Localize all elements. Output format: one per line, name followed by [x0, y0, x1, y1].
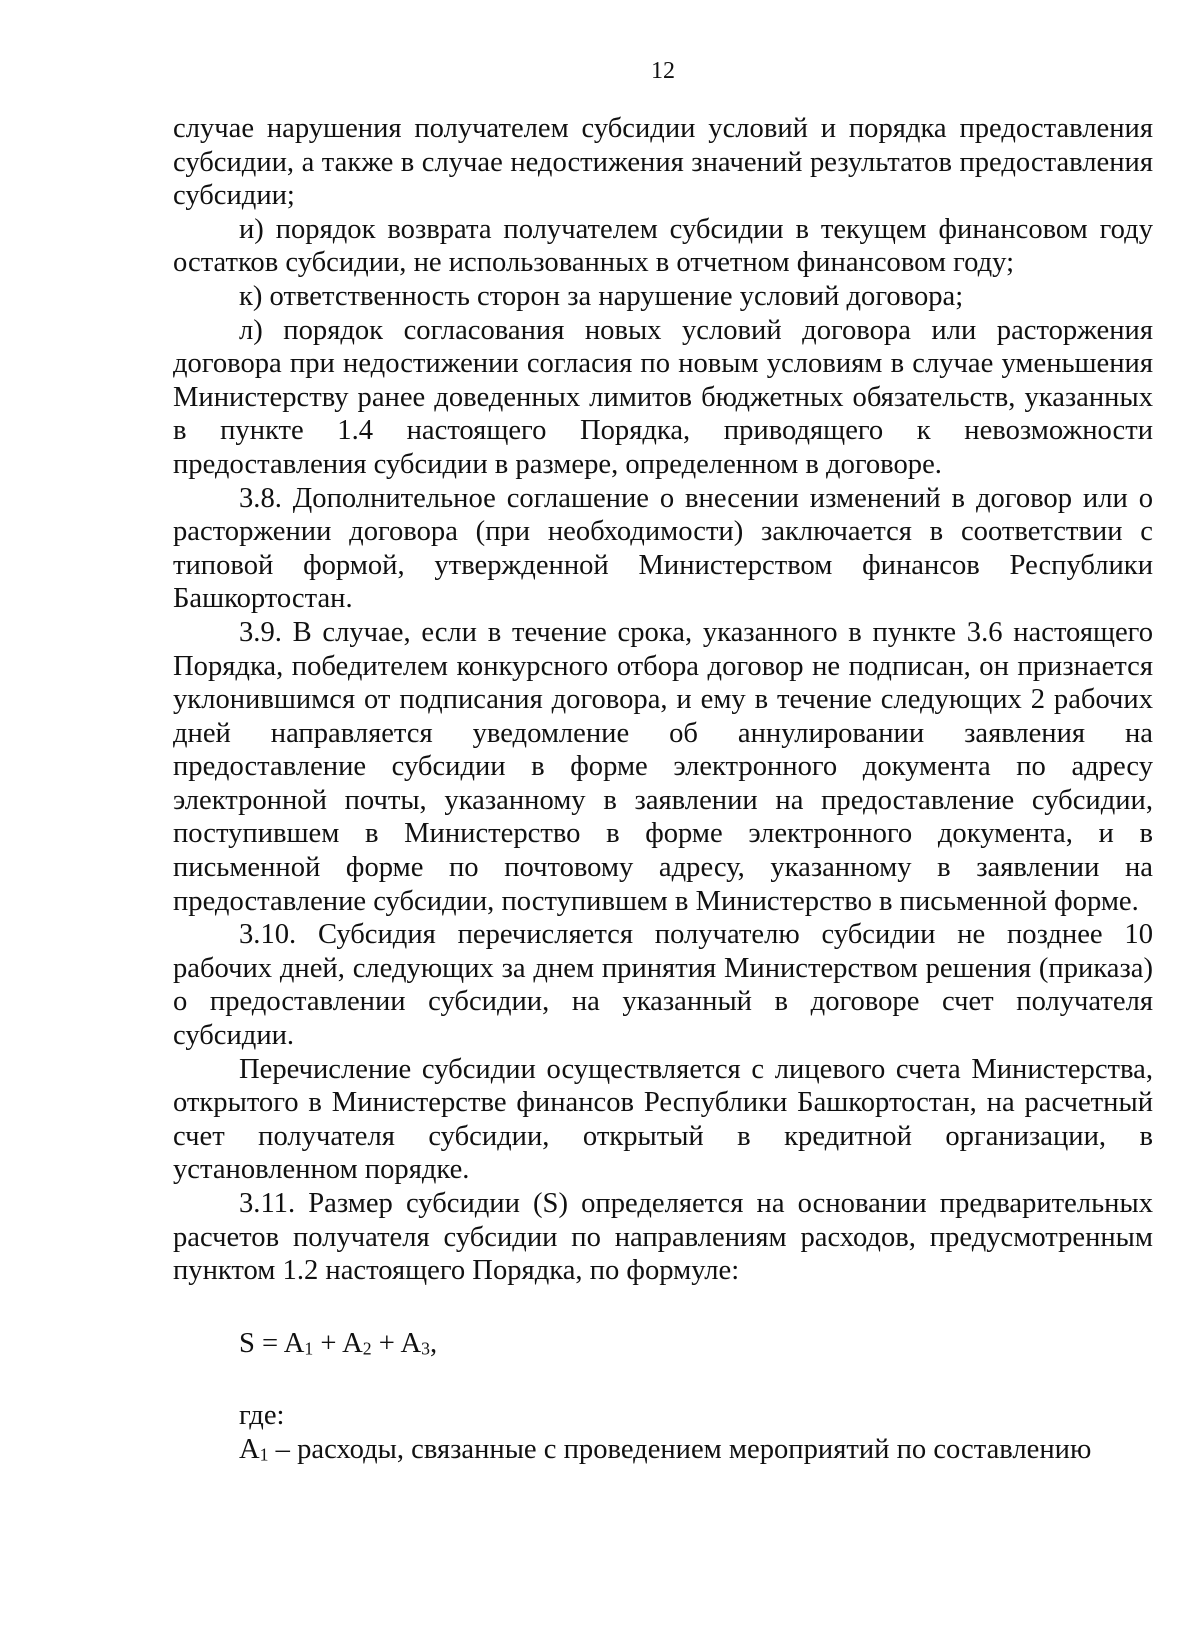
formula-plus-2: + A: [371, 1327, 422, 1359]
formula-tail: ,: [429, 1327, 438, 1359]
paragraph-item-k: к) ответственность сторон за нарушение условий договора;: [239, 280, 964, 312]
where-label: где:: [239, 1400, 285, 1432]
paragraph-3-11: 3.11. Размер субсидии (S) определяется на основании предварительных расчетов получателя субсидии по направлениям расходов, предусмотренным пунктом 1.2 настоящего Порядка, по формуле:: [173, 1188, 1153, 1287]
formula-sub-2: 2: [362, 1338, 372, 1359]
paragraph-3-8: 3.8. Дополнительное соглашение о внесении изменений в договор или о расторжении договора (при необходимости) заключается в соответствии с типовой формой, утвержденной Министерством финансов Республики Башкортостан.: [173, 482, 1153, 615]
definition-symbol: A: [239, 1433, 260, 1465]
paragraph-item-i: и) порядок возврата получателем субсидии в текущем финансовом году остатков субсидии, не использованных в отчетном финансовом году;: [173, 213, 1153, 279]
formula-sub-1: 1: [304, 1338, 314, 1359]
definition-sub: 1: [259, 1444, 269, 1465]
formula-lhs: S = A: [239, 1327, 305, 1359]
paragraph-transfer: Перечисление субсидии осуществляется с лицевого счета Министерства, открытого в Министерстве финансов Республики Башкортостан, на расчетный счет получателя субсидии, открытый в кредитной организации, в установленном порядке.: [173, 1053, 1153, 1186]
formula-plus-1: + A: [313, 1327, 363, 1359]
paragraph-item-l: л) порядок согласования новых условий договора или расторжения договора при недостижении согласия по новым условиям в случае уменьшения Министерству ранее доведенных лимитов бюджетных обязательств, указанных в пункте 1.4 настоящего Порядка, приводящего к невозможности предоставления субсидии в размере, определенном в договоре.: [173, 314, 1153, 480]
page-number: 12: [651, 58, 675, 84]
definition-text: – расходы, связанные с проведением мероприятий по составлению: [268, 1433, 1092, 1465]
definition-a1: [173, 1433, 1153, 1467]
paragraph-3-9: 3.9. В случае, если в течение срока, указанного в пункте 3.6 настоящего Порядка, победителем конкурсного отбора договор не подписан, он признается уклонившимся от подписания договора, и ему в течение следующих 2 рабочих дней направляется уведомление об аннулировании заявления на предоставление субсидии в форме электронного документа по адресу электронной почты, указанному в заявлении на предоставление субсидии, поступившем в Министерство в форме электронного документа, и в письменной форме по почтовому адресу, указанному в заявлении на предоставление субсидии, поступившем в Министерство в письменной форме.: [173, 616, 1153, 917]
document-body: [173, 112, 1153, 1467]
paragraph-3-10: 3.10. Субсидия перечисляется получателю субсидии не позднее 10 рабочих дней, следующих за днем принятия Министерством решения (приказа) о предоставлении субсидии, на указанный в договоре счет получателя субсидии.: [173, 919, 1153, 1052]
paragraph-continuation: случае нарушения получателем субсидии условий и порядка предоставления субсидии, а также в случае недостижения значений результатов предоставления субсидии;: [173, 113, 1153, 212]
subsidy-formula: [239, 1327, 1153, 1361]
formula-sub-3: 3: [421, 1338, 430, 1359]
